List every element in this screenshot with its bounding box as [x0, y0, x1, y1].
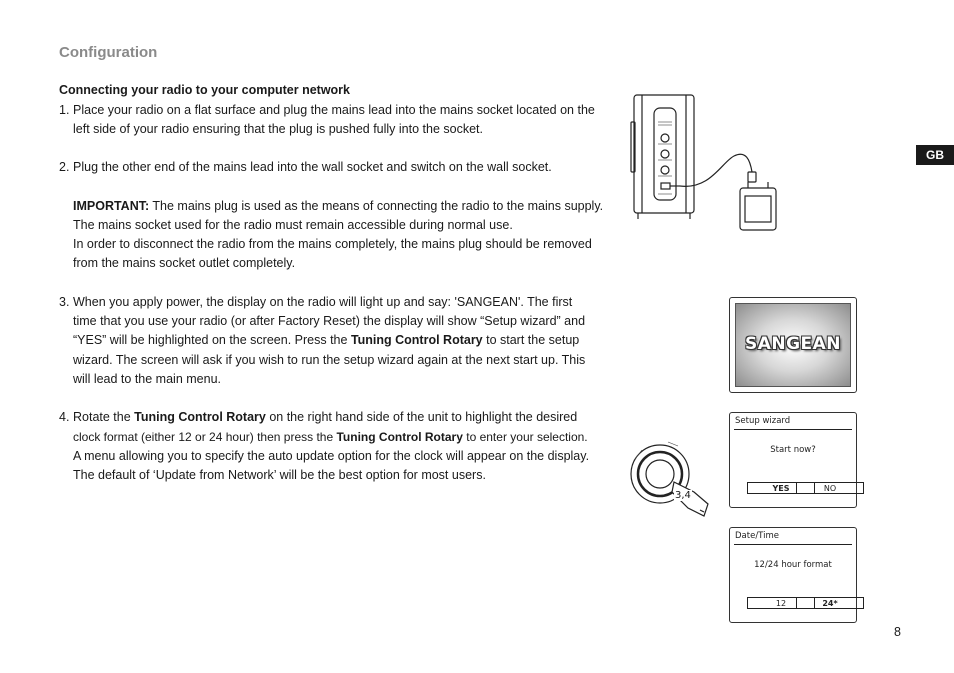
logo-text: SANGEAN [744, 334, 842, 354]
yes-option: YES [747, 482, 815, 494]
step-3-line-4: wizard. The screen will ask if you wish to run the setup wizard again at the next start up. This [73, 353, 586, 367]
text-run: clock format (either 12 or 24 hour) then press the [73, 430, 337, 444]
step-4-line-1 [73, 408, 577, 427]
step-3-line-1: When you apply power, the display on the radio will light up and say: 'SANGEAN'. The first [73, 295, 573, 309]
step-2-line-1: Plug the other end of the mains lead into the wall socket and switch on the wall socket. [73, 160, 552, 174]
important-line-3: In order to disconnect the radio from the mains completely, the mains plug should be removed [73, 237, 592, 251]
language-tab: GB [916, 145, 954, 165]
step-1-line-1: Place your radio on a flat surface and plug the mains lead into the mains socket located on the [73, 103, 595, 117]
important-line-2: The mains socket used for the radio must remain accessible during normal use. [73, 218, 513, 232]
step-number: 2. [59, 160, 70, 174]
sangean-logo-screen [729, 297, 857, 393]
step-number: 3. [59, 295, 70, 309]
screen-prompt: 12/24 hour format [754, 560, 832, 570]
text-run: “YES” will be highlighted on the screen. Press the [73, 333, 351, 347]
step-1-line-2: left side of your radio ensuring that the plug is pushed fully into the socket. [73, 122, 483, 136]
important-text: The mains plug is used as the means of connecting the radio to the mains supply. [149, 199, 604, 213]
setup-wizard-screen [729, 412, 857, 508]
screen-title: Date/Time [735, 531, 779, 541]
rotary-callout-label: 3,4 [675, 490, 691, 501]
page-number: 8 [894, 625, 901, 639]
step-3-line-2: time that you use your radio (or after Factory Reset) the display will show “Setup wizard” and [73, 314, 586, 328]
step-3-line-5: will lead to the main menu. [73, 372, 221, 386]
emphasis: Tuning Control Rotary [336, 430, 463, 444]
no-option: NO [796, 482, 864, 494]
text-run: Rotate the [73, 410, 135, 424]
step-4-line-4: The default of ‘Update from Network’ will be the best option for most users. [73, 468, 486, 482]
step-4-line-2 [73, 428, 588, 447]
screen-prompt: Start now? [770, 445, 816, 455]
emphasis: Tuning Control Rotary [350, 333, 483, 347]
logo-display [735, 303, 851, 387]
radio-mains-illustration [630, 92, 780, 234]
tuning-rotary-illustration [628, 436, 712, 520]
option-24-hour: 24* [796, 597, 864, 609]
screen-divider [734, 429, 852, 430]
option-12-hour: 12 [747, 597, 815, 609]
text-run: to start the setup [482, 333, 580, 347]
section-title: Configuration [59, 44, 158, 61]
step-3-line-3 [73, 331, 579, 350]
text-run: on the right hand side of the unit to highlight the desired [265, 410, 578, 424]
important-line-4: from the mains socket outlet completely. [73, 256, 296, 270]
step-number: 1. [59, 103, 70, 117]
screen-title: Setup wizard [735, 416, 791, 426]
text-run: to enter your selection. [462, 430, 588, 444]
step-number: 4. [59, 410, 70, 424]
datetime-screen [729, 527, 857, 623]
step-4-line-3: A menu allowing you to specify the auto update option for the clock will appear on the display. [73, 449, 590, 463]
important-line-1 [73, 197, 603, 216]
important-label: IMPORTANT: [73, 199, 150, 213]
emphasis: Tuning Control Rotary [134, 410, 266, 424]
subheading: Connecting your radio to your computer network [59, 83, 350, 97]
screen-divider [734, 544, 852, 545]
